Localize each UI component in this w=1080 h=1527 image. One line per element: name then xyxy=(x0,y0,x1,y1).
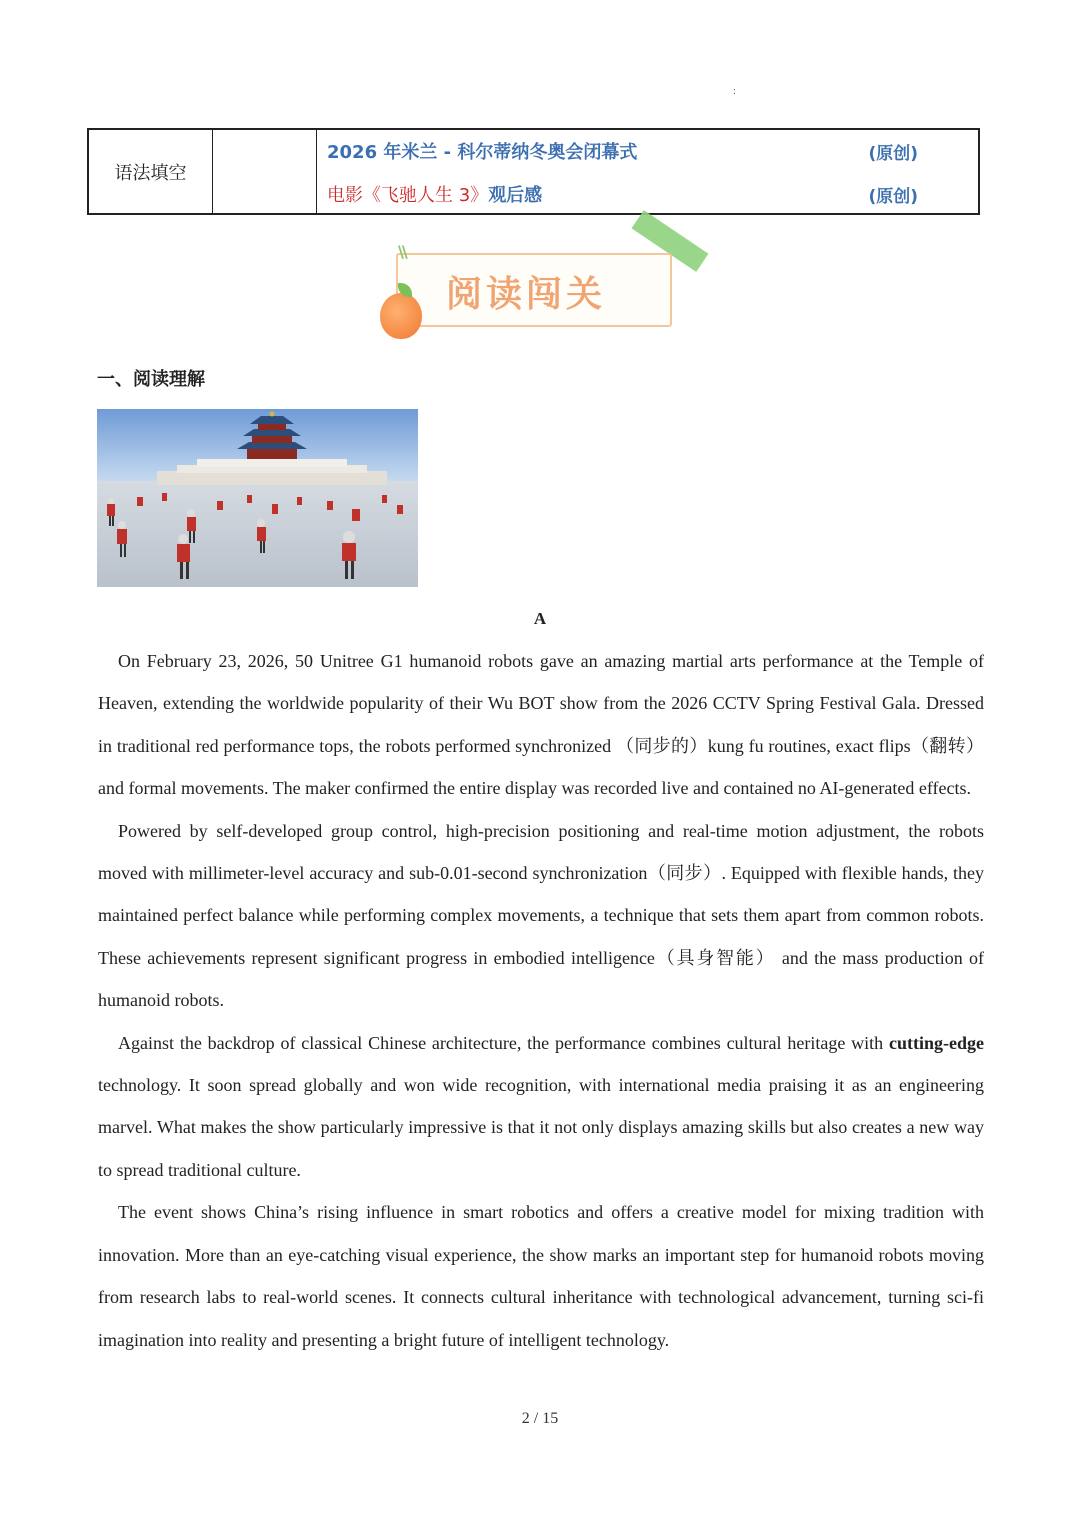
peach-icon xyxy=(380,293,422,339)
paragraph: On February 23, 2026, 50 Unitree G1 humanoid robots gave an amazing martial arts performance at the Temple of Heaven, extending the worldwide popularity of their Wu BOT show from the 2026 CCTV Spring Festival Gala. Dressed in traditional red performance tops, the robots performed synchronized （同步的）kung fu routines, exact flips（翻转） and formal movements. The maker confirmed the entire display was recorded live and contained no AI-generated effects. xyxy=(98,651,984,799)
robots-temple-photo xyxy=(97,409,418,587)
topic-row xyxy=(327,136,918,166)
topic-title: 电影《飞驰人生 3》观后感 xyxy=(327,185,543,206)
header-mark: : xyxy=(733,86,736,97)
passage-text xyxy=(98,640,984,1361)
paragraph: Powered by self-developed group control, high-precision positioning and real-time motion adjustment, the robots moved with millimeter-level accuracy and sub-0.01-second synchronization（同步）. Equipped with flexible hands, they maintained perfect balance while performing complex movements, a technique that sets them apart from common robots. These achievements represent significant progress in embodied intelligence（具身智能） and the mass production of humanoid robots. xyxy=(98,820,984,1011)
reading-banner xyxy=(376,228,696,346)
topic-table xyxy=(87,128,980,215)
topic-title: 2026 年米兰 - 科尔蒂纳冬奥会闭幕式 xyxy=(327,142,638,163)
paragraph: Against the backdrop of classical Chinese architecture, the performance combines cultural heritage with cutting-edge technology. It soon spread globally and won wide recognition, with international media praising it as an engineering marvel. What makes the show particularly impressive is that it not only displays amazing skills but also creates a new way to spread traditional culture. xyxy=(98,1032,984,1180)
blank-cell xyxy=(213,130,317,213)
page-number: 2 / 15 xyxy=(521,1410,559,1427)
topic-tag: (原创) xyxy=(868,186,918,207)
banner-title: 阅读闯关 xyxy=(446,274,607,315)
sparkle-icon: \\ xyxy=(398,242,406,261)
category-cell: 语法填空 xyxy=(89,130,213,213)
items-cell xyxy=(317,130,978,213)
topic-tag: (原创) xyxy=(868,143,918,164)
key-term: cutting-edge xyxy=(889,1032,984,1053)
section-heading: 一、阅读理解 xyxy=(97,369,205,390)
paragraph: The event shows China’s rising influence in smart robotics and offers a creative model for mixing tradition with innovation. More than an eye-catching visual experience, the show marks an important step for humanoid robots moving from research labs to real-world scenes. It connects cultural inheritance with technological advancement, turning sci-fi imagination into reality and presenting a bright future of intelligent technology. xyxy=(98,1202,984,1350)
topic-row xyxy=(327,179,918,209)
passage-label: A xyxy=(533,609,547,628)
